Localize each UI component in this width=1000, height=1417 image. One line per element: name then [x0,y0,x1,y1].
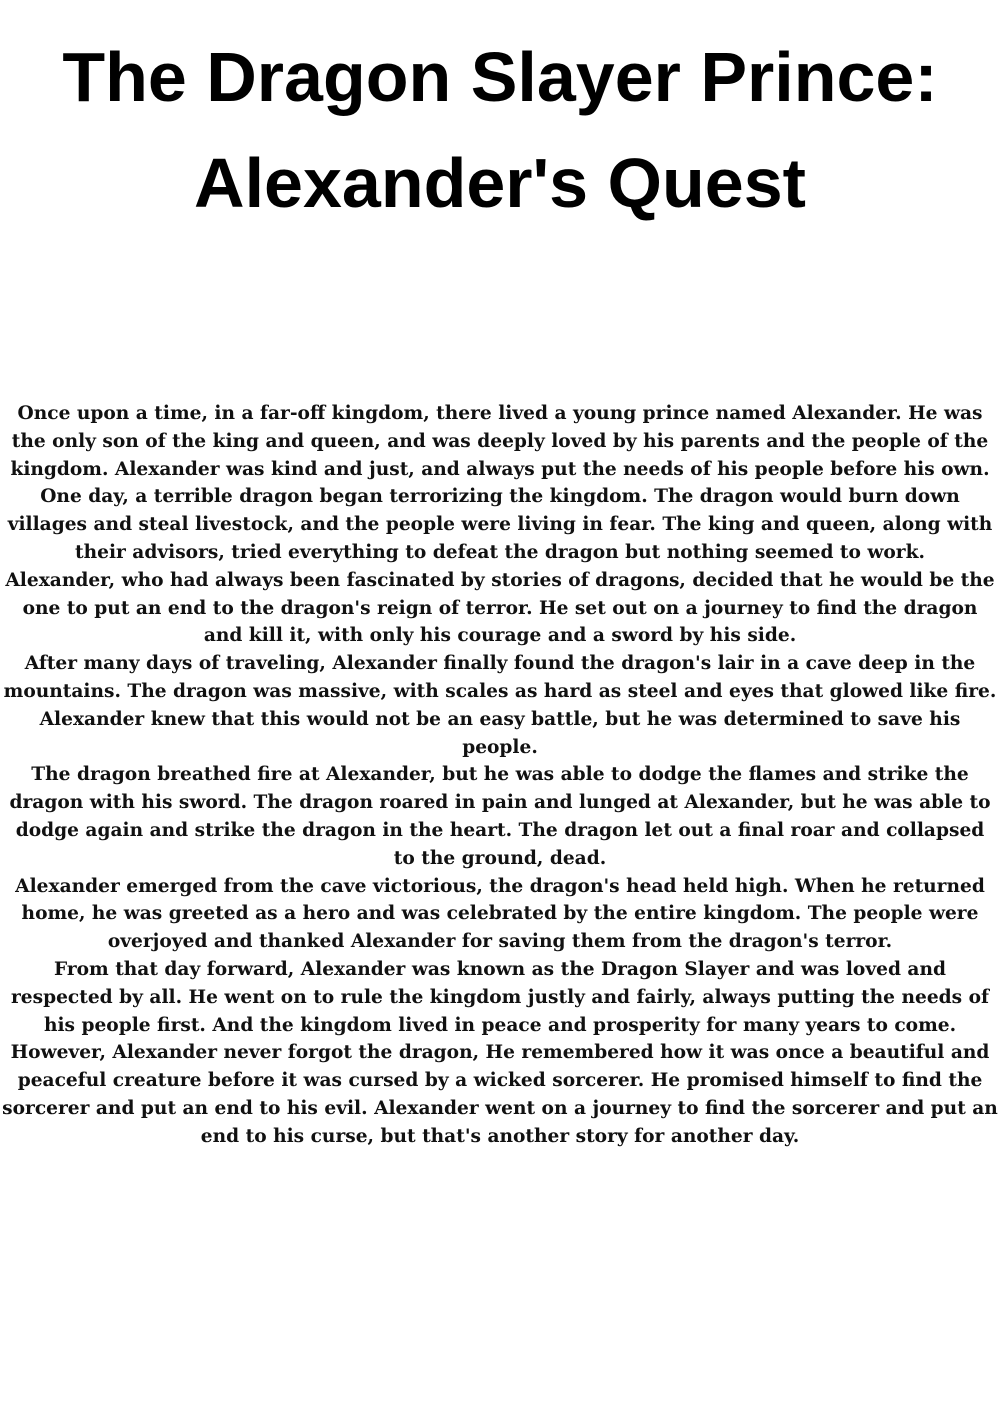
story-paragraph-8: However, Alexander never forgot the dragon, He remembered how it was once a beautiful and peaceful creature before it was cursed by a wicked sorcerer. He promised himself to find the sorcerer and put an end to his evil. Alexander went on a journey to find the sorcerer and put an end to his curse, but that's another story for another day. [2,1042,998,1147]
story-paragraph-4: After many days of traveling, Alexander finally found the dragon's lair in a cave deep in the mountains. The dragon was massive, with scales as hard as steel and eyes that glowed like fire. Alexander knew that this would not be an easy battle, but he was determined to save his people. [3,653,997,758]
document-title: The Dragon Slayer Prince: Alexander's Quest [62,38,938,222]
story-paragraph-3: Alexander, who had always been fascinated by stories of dragons, decided that he would be the one to put an end to the dragon's reign of terror. He set out on a journey to find the dragon and kill it, with only his courage and a sword by his side. [5,569,995,647]
story-body [0,400,1000,1151]
story-paragraph-1: Once upon a time, in a far-off kingdom, there lived a young prince named Alexander. He was the only son of the king and queen, and was deeply loved by his parents and the people of the kingdom. Alexander was kind and just, and always put the needs of his people before his own. [10,403,990,480]
story-paragraph-6: Alexander emerged from the cave victorious, the dragon's head held high. When he returned home, he was greeted as a hero and was celebrated by the entire kingdom. The people were overjoyed and thanked Alexander for saving them from the dragon's terror. [15,875,985,953]
story-paragraph-7: From that day forward, Alexander was known as the Dragon Slayer and was loved and respected by all. He went on to rule the kingdom justly and fairly, always putting the needs of his people first. And the kingdom lived in peace and prosperity for many years to come. [10,958,989,1036]
story-paragraph-5: The dragon breathed fire at Alexander, but he was able to dodge the flames and strike the dragon with his sword. The dragon roared in pain and lunged at Alexander, but he was able to dodge again and strike the dragon in the heart. The dragon let out a final roar and collapsed to the ground, dead. [9,764,991,869]
story-paragraph-2: One day, a terrible dragon began terrorizing the kingdom. The dragon would burn down villages and steal livestock, and the people were living in fear. The king and queen, along with their advisors, tried everything to defeat the dragon but nothing seemed to work. [7,486,993,563]
